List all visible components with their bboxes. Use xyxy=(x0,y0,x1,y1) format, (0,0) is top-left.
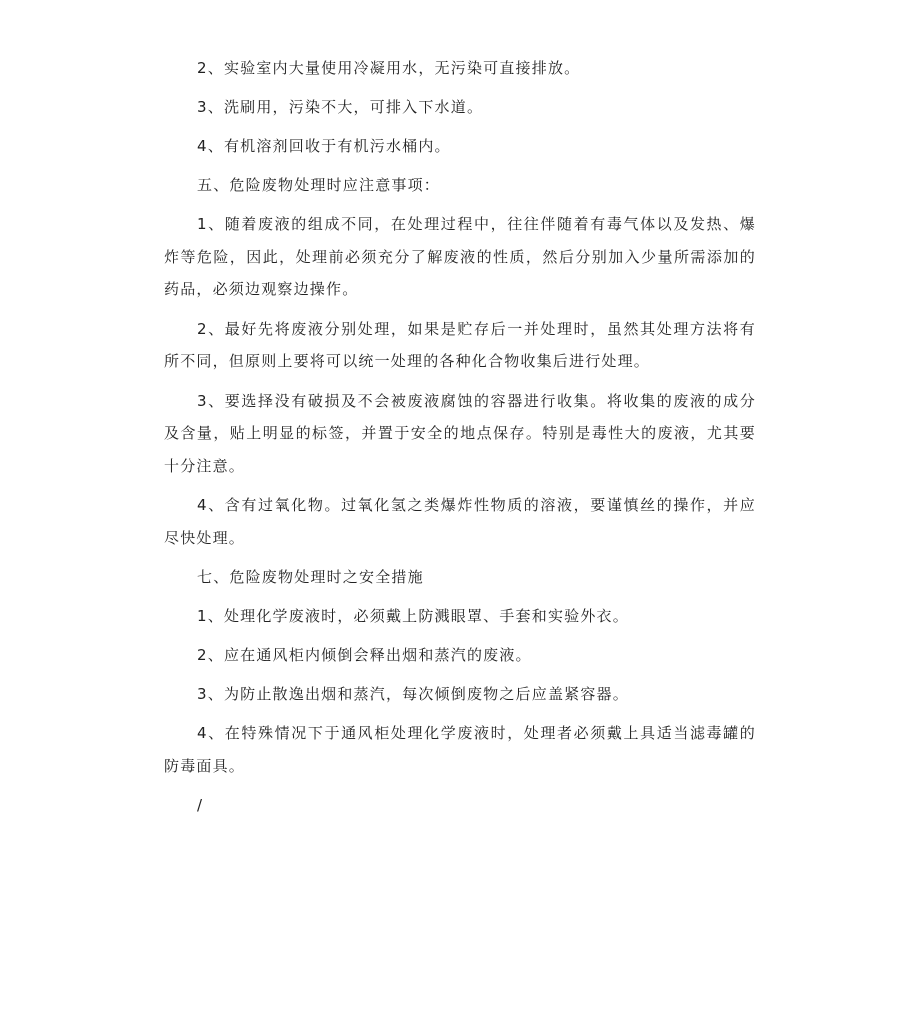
paragraph-safety-3: 3、为防止散逸出烟和蒸汽，每次倾倒废物之后应盖紧容器。 xyxy=(197,685,629,703)
document-body xyxy=(164,52,756,828)
paragraph-safety-1: 1、处理化学废液时，必须戴上防溅眼罩、手套和实验外衣。 xyxy=(197,607,629,625)
paragraph-precaution-4: 4、含有过氧化物。过氧化氢之类爆炸性物质的溶液，要谨慎丝的操作，并应尽快处理。 xyxy=(164,496,756,547)
paragraph-condensing-water: 2、实验室内大量使用冷凝用水，无污染可直接排放。 xyxy=(197,59,581,77)
paragraph-precaution-3: 3、要选择没有破损及不会被废液腐蚀的容器进行收集。将收集的废液的成分及含量，贴上明显的标签，并置于安全的地点保存。特别是毒性大的废液，尤其要十分注意。 xyxy=(164,391,756,475)
section-heading-safety-measures: 七、危险废物处理时之安全措施 xyxy=(197,568,424,586)
section-heading-precautions: 五、危险废物处理时应注意事项： xyxy=(197,176,441,194)
paragraph-washing-water: 3、洗刷用，污染不大，可排入下水道。 xyxy=(197,98,484,116)
paragraph-safety-2: 2、应在通风柜内倾倒会释出烟和蒸汽的废液。 xyxy=(197,646,532,664)
paragraph-precaution-2: 2、最好先将废液分别处理，如果是贮存后一并处理时，虽然其处理方法将有所不同，但原则上要将可以统一处理的各种化合物收集后进行处理。 xyxy=(164,319,756,370)
paragraph-precaution-1: 1、随着废液的组成不同，在处理过程中，往往伴随着有毒气体以及发热、爆炸等危险，因此，处理前必须充分了解废液的性质，然后分别加入少量所需添加的药品，必须边观察边操作。 xyxy=(164,215,756,298)
paragraph-safety-4: 4、在特殊情况下于通风柜处理化学废液时，处理者必须戴上具适当滤毒罐的防毒面具。 xyxy=(164,724,756,775)
trailing-slash-mark: / xyxy=(197,796,204,814)
paragraph-organic-solvent: 4、有机溶剂回收于有机污水桶内。 xyxy=(197,137,451,155)
